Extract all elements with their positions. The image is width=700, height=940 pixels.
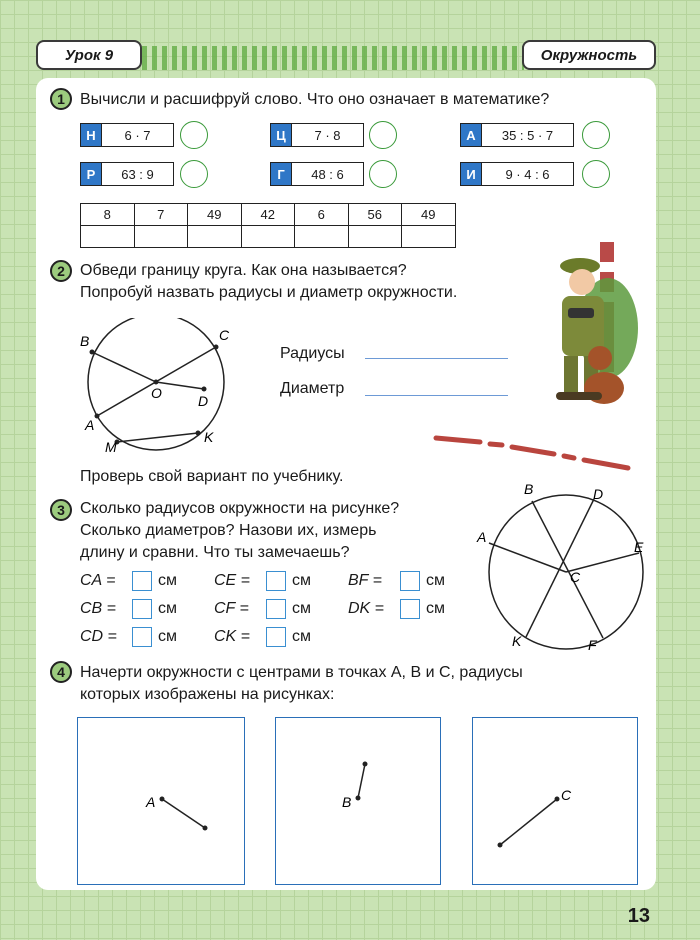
point-o-dot — [154, 380, 159, 385]
segment-mk — [117, 433, 198, 442]
measure-label: DK = — [348, 600, 385, 617]
measure-box[interactable] — [132, 627, 152, 647]
center-c-dot — [555, 797, 560, 802]
center-b-dot — [356, 796, 361, 801]
task-4-line-1: Начерти окружности с центрами в точках A, B и C, радиусы — [80, 664, 523, 681]
binoculars — [568, 308, 594, 318]
diameter-label: Диаметр — [280, 380, 345, 397]
decode-number: 49 — [402, 204, 456, 226]
point-d-dot — [202, 387, 207, 392]
answer-circle[interactable] — [582, 121, 610, 149]
point-d-label: D — [198, 393, 209, 409]
dash-decoration — [432, 432, 632, 480]
cipher-expression: 9 · 4 : 6 — [482, 162, 574, 186]
radius-end-dot — [203, 826, 208, 831]
radius-segment — [162, 799, 205, 828]
measure-bf — [348, 571, 445, 591]
unit-label: см — [426, 600, 445, 617]
point-f-label: F — [588, 637, 597, 653]
task-2-line-2: Попробуй назвать радиусы и диаметр окружности. — [80, 284, 458, 301]
task-4-line-2: которых изображены на рисунках: — [80, 686, 335, 703]
measure-ck — [214, 627, 311, 647]
unit-label: см — [158, 600, 177, 617]
unit-label: см — [292, 572, 311, 589]
task-3-line-1: Сколько радиусов окружности на рисунке? — [80, 500, 400, 517]
center-b-label: B — [342, 794, 352, 810]
measure-box[interactable] — [400, 571, 420, 591]
cipher-card — [270, 123, 364, 147]
radius-segment — [358, 764, 365, 798]
decode-number: 7 — [134, 204, 188, 226]
decode-answer-cell[interactable] — [402, 226, 456, 248]
cipher-letter: Р — [80, 162, 102, 186]
boy-face — [569, 269, 595, 295]
decode-number: 8 — [81, 204, 135, 226]
answer-circle[interactable] — [582, 160, 610, 188]
decode-answer-row — [81, 226, 456, 248]
unit-label: см — [292, 628, 311, 645]
task-1-number: 1 — [50, 88, 72, 110]
measure-label: CE = — [214, 572, 251, 589]
drawing-box-c[interactable] — [472, 717, 638, 885]
point-b-dot — [90, 350, 95, 355]
cipher-card — [80, 162, 174, 186]
cipher-letter: Г — [270, 162, 292, 186]
lesson-tag — [36, 40, 142, 70]
decode-number: 49 — [188, 204, 242, 226]
segment-bo — [92, 352, 156, 382]
diameter-answer-line[interactable] — [365, 395, 508, 396]
boots — [556, 392, 602, 400]
task-3-line-3: длину и сравни. Что ты замечаешь? — [80, 544, 350, 561]
task-1-text: Вычисли и расшифруй слово. Что оно означает в математике? — [80, 91, 550, 108]
check-text: Проверь свой вариант по учебнику. — [80, 468, 344, 485]
cipher-letter: Н — [80, 123, 102, 147]
measure-ca — [80, 571, 177, 591]
measure-dk — [348, 599, 445, 619]
point-k-label: K — [512, 633, 522, 649]
cipher-expression: 63 : 9 — [102, 162, 174, 186]
center-a-label: A — [146, 794, 156, 810]
segment-ca — [489, 543, 566, 572]
task-2-line-1: Обведи границу круга. Как она называется? — [80, 262, 407, 279]
decode-answer-cell[interactable] — [295, 226, 349, 248]
measure-label: BF = — [348, 572, 382, 589]
point-c-label: C — [570, 569, 581, 585]
measure-label: CK = — [214, 628, 251, 645]
cipher-letter: А — [460, 123, 482, 147]
point-k-label: K — [204, 429, 214, 445]
task-3-number: 3 — [50, 499, 72, 521]
radius-segment — [500, 799, 557, 845]
topic-tag — [522, 40, 656, 70]
topic-label: Окружность — [540, 46, 638, 64]
unit-label: см — [158, 572, 177, 589]
decode-answer-cell[interactable] — [81, 226, 135, 248]
page-number: 13 — [627, 905, 650, 927]
point-k-dot — [196, 431, 201, 436]
measure-ce — [214, 571, 311, 591]
cipher-letter: Ц — [270, 123, 292, 147]
decode-answer-cell[interactable] — [241, 226, 295, 248]
answer-circle[interactable] — [369, 121, 397, 149]
boy-with-dog-illustration — [538, 238, 638, 418]
measure-cf — [214, 599, 311, 619]
decode-answer-cell[interactable] — [348, 226, 402, 248]
drawing-box-a[interactable] — [77, 717, 245, 885]
radius-c-figure — [473, 718, 636, 883]
measure-label: CD = — [80, 628, 117, 645]
point-o-label: O — [151, 385, 162, 401]
radius-a-figure — [78, 718, 243, 883]
cipher-card — [460, 162, 574, 186]
measure-label: CB = — [80, 600, 117, 617]
decode-answer-cell[interactable] — [188, 226, 242, 248]
cipher-letter: И — [460, 162, 482, 186]
measure-box[interactable] — [266, 571, 286, 591]
radius-answer-line[interactable] — [365, 358, 508, 359]
radius-b-figure — [276, 718, 439, 883]
decode-number: 42 — [241, 204, 295, 226]
dog-head — [588, 346, 612, 370]
task-2-number: 2 — [50, 260, 72, 282]
decode-table — [80, 203, 456, 248]
measure-cd — [80, 627, 177, 647]
point-a-dot — [95, 414, 100, 419]
measure-label: CF = — [214, 600, 249, 617]
cipher-expression: 48 : 6 — [292, 162, 364, 186]
point-b-label: B — [524, 481, 534, 497]
segment-od — [156, 382, 204, 389]
cipher-expression: 35 : 5 · 7 — [482, 123, 574, 147]
unit-label: см — [426, 572, 445, 589]
unit-label: см — [292, 600, 311, 617]
circle-figure-2 — [470, 480, 652, 658]
border-post-stripe — [600, 262, 614, 272]
circle-figure-1 — [70, 318, 240, 458]
center-a-dot — [160, 797, 165, 802]
header-stripes — [142, 46, 524, 70]
answer-circle[interactable] — [180, 121, 208, 149]
measure-box[interactable] — [132, 571, 152, 591]
point-d-label: D — [593, 486, 604, 502]
cipher-expression: 6 · 7 — [102, 123, 174, 147]
answer-circle[interactable] — [180, 160, 208, 188]
radius-label: Радиусы — [280, 345, 345, 362]
answer-circle[interactable] — [369, 160, 397, 188]
boy-leg — [564, 356, 578, 392]
measure-box[interactable] — [266, 627, 286, 647]
task-4-number: 4 — [50, 661, 72, 683]
radius-end-dot — [363, 762, 368, 767]
task-3-line-2: Сколько диаметров? Назови их, измерь — [80, 522, 377, 539]
decode-numbers-row — [81, 204, 456, 226]
measure-box[interactable] — [266, 599, 286, 619]
point-a-label: A — [85, 417, 95, 433]
cipher-expression: 7 · 8 — [292, 123, 364, 147]
point-c-dot — [214, 345, 219, 350]
point-e-label: E — [634, 539, 644, 555]
point-a-label: A — [477, 529, 487, 545]
measure-box[interactable] — [400, 599, 420, 619]
lesson-label: Урок 9 — [64, 46, 114, 64]
point-c-label: C — [219, 327, 230, 343]
segment-bf — [532, 501, 603, 638]
center-c-label: C — [561, 787, 572, 803]
measure-cb — [80, 599, 177, 619]
cipher-card — [80, 123, 174, 147]
drawing-box-b[interactable] — [275, 717, 441, 885]
point-b-label: B — [80, 333, 90, 349]
cipher-card — [270, 162, 364, 186]
cipher-card — [460, 123, 574, 147]
decode-number: 6 — [295, 204, 349, 226]
point-m-label: M — [105, 439, 117, 455]
measure-label: CA = — [80, 572, 116, 589]
decode-number: 56 — [348, 204, 402, 226]
radius-end-dot — [498, 843, 503, 848]
unit-label: см — [158, 628, 177, 645]
decode-answer-cell[interactable] — [134, 226, 188, 248]
measure-box[interactable] — [132, 599, 152, 619]
